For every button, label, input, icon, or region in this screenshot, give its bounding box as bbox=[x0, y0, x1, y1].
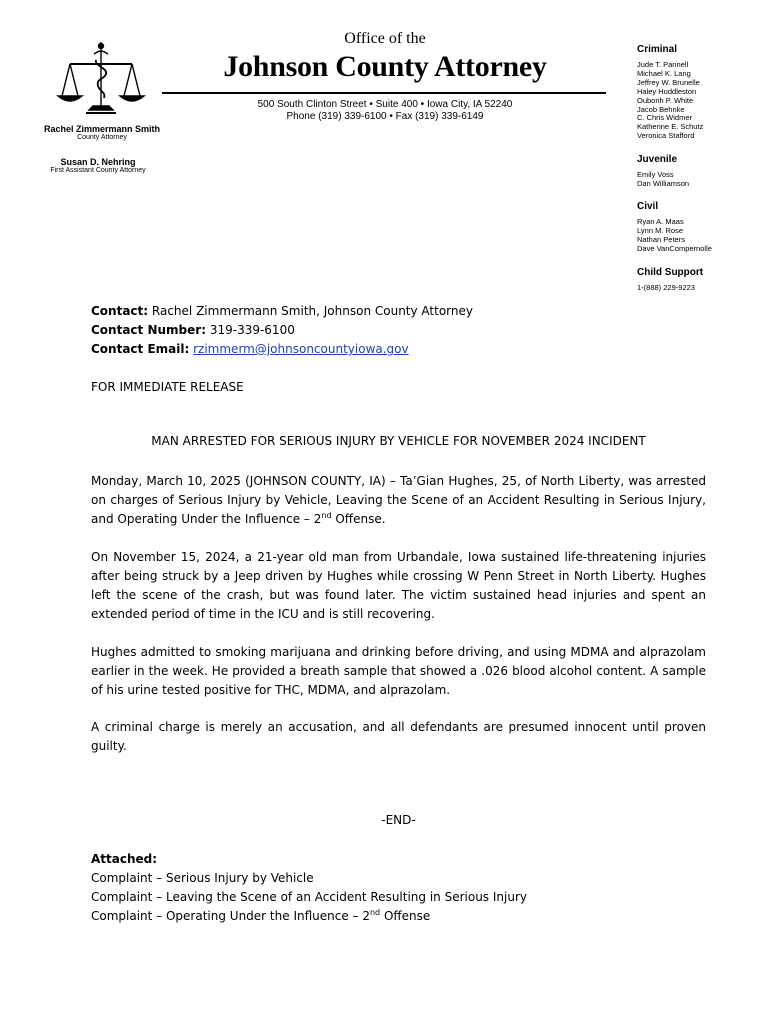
header-rule bbox=[162, 92, 606, 94]
p1-ordinal: nd bbox=[321, 511, 332, 520]
staff-name: Jude T. Pannell bbox=[637, 60, 689, 69]
contact-block bbox=[91, 302, 711, 359]
staff-name: Nathan Peters bbox=[637, 234, 685, 244]
civil-members bbox=[637, 218, 762, 254]
first-assistant-name: Susan D. Nehring bbox=[60, 157, 136, 167]
criminal-title: Criminal bbox=[637, 44, 678, 55]
staff-name: Dave VanCompernolle bbox=[637, 243, 712, 253]
first-assistant-role: First Assistant County Attorney bbox=[50, 167, 146, 174]
release-label: FOR IMMEDIATE RELEASE bbox=[91, 380, 244, 394]
juvenile-division bbox=[637, 154, 762, 189]
contact-number-label: Contact Number: bbox=[91, 323, 206, 337]
attachment-ordinal: nd bbox=[369, 908, 381, 917]
child-support-phone: 1-(888) 229-9223 bbox=[637, 283, 695, 292]
juvenile-members bbox=[637, 171, 762, 189]
staff-name: Haley Huddleston bbox=[637, 86, 697, 96]
phone-line: Phone (319) 339-6100 • Fax (319) 339-6149 bbox=[286, 111, 484, 122]
civil-title: Civil bbox=[637, 201, 659, 212]
body-paragraph-4: A criminal charge is merely an accusation, and all defendants are presumed innocent until proven guilty. bbox=[91, 720, 706, 753]
contact-email-line bbox=[91, 340, 711, 359]
attachment-item: Complaint – Serious Injury by Vehicle bbox=[91, 871, 314, 885]
attachment-text: Complaint – Operating Under the Influence – 2 bbox=[91, 909, 370, 923]
body-paragraph-1 bbox=[91, 472, 706, 529]
child-support-division bbox=[637, 267, 762, 293]
attached-label: Attached: bbox=[91, 852, 158, 866]
staff-name: Dan Williamson bbox=[637, 178, 690, 188]
staff-name: Michael K. Lang bbox=[637, 68, 691, 78]
contact-number-value: 319-339-6100 bbox=[209, 323, 295, 337]
staff-name: Emily Voss bbox=[637, 170, 674, 179]
address-line: 500 South Clinton Street • Suite 400 • Iowa City, IA 52240 bbox=[257, 99, 513, 110]
attachment-item bbox=[91, 907, 706, 926]
juvenile-title: Juvenile bbox=[637, 154, 678, 165]
staff-name: Lynn M. Rose bbox=[637, 225, 683, 235]
attachment-item: Complaint – Leaving the Scene of an Accident Resulting in Serious Injury bbox=[91, 890, 527, 904]
contact-email-link[interactable]: rzimmerm@johnsoncountyiowa.gov bbox=[193, 342, 409, 356]
contact-email-label: Contact Email: bbox=[91, 342, 190, 356]
body-paragraph-3: Hughes admitted to smoking marijuana and drinking before driving, and using MDMA and alprazolam earlier in the week. He provided a breath sample that showed a .026 blood alcohol content. A sample of his urine tested positive for THC, MDMA, and alprazolam. bbox=[91, 645, 706, 697]
child-support-title: Child Support bbox=[637, 267, 704, 278]
staff-name: Jacob Behnke bbox=[637, 104, 685, 114]
staff-name: C. Chris Widmer bbox=[637, 113, 693, 123]
county-attorney-role: County Attorney bbox=[77, 134, 127, 141]
attachments-block bbox=[91, 850, 706, 926]
criminal-division bbox=[637, 44, 762, 141]
press-headline: MAN ARRESTED FOR SERIOUS INJURY BY VEHICLE FOR NOVEMBER 2024 INCIDENT bbox=[151, 434, 646, 448]
staff-name: Jeffrey W. Brunelle bbox=[637, 77, 700, 87]
office-of-label: Office of the bbox=[344, 30, 426, 47]
scales-of-justice-logo bbox=[56, 40, 146, 118]
county-attorney-name: Rachel Zimmermann Smith bbox=[43, 124, 161, 134]
attachment-end: Offense bbox=[380, 909, 431, 923]
body-paragraph-2: On November 15, 2024, a 21-year old man from Urbandale, Iowa sustained life-threatening injuries after being struck by a Jeep driven by Hughes while crossing W Penn Street in North Liberty. Hughes left the scene of the crash, but was found later. The victim sustained head injuries and spent an extended period of time in the ICU and is still recovering. bbox=[91, 550, 706, 621]
contact-line bbox=[91, 302, 711, 321]
contact-label: Contact: bbox=[91, 304, 149, 318]
p1-end: Offense. bbox=[331, 512, 386, 526]
contact-value: Rachel Zimmermann Smith, Johnson County Attorney bbox=[151, 304, 473, 318]
contact-number-line bbox=[91, 321, 711, 340]
office-address bbox=[160, 99, 610, 123]
p1-text: Monday, March 10, 2025 (JOHNSON COUNTY, IA) – Ta’Gian Hughes, 25, of North Liberty, was arrested on charges of Serious Injury by Vehicle, Leaving the Scene of an Accident Resulting in Serious Injury, and Operating Under the Influence – 2 bbox=[91, 474, 706, 526]
staff-name: Ryan A. Maas bbox=[637, 217, 684, 226]
staff-name: Oubonh P. White bbox=[637, 95, 694, 105]
criminal-members bbox=[637, 61, 762, 141]
end-marker: -END- bbox=[381, 813, 416, 827]
civil-division bbox=[637, 201, 762, 254]
staff-name: Katherine E. Schutz bbox=[637, 122, 704, 132]
staff-name: Veronica Stafford bbox=[637, 131, 695, 141]
office-title: Johnson County Attorney bbox=[223, 50, 547, 83]
